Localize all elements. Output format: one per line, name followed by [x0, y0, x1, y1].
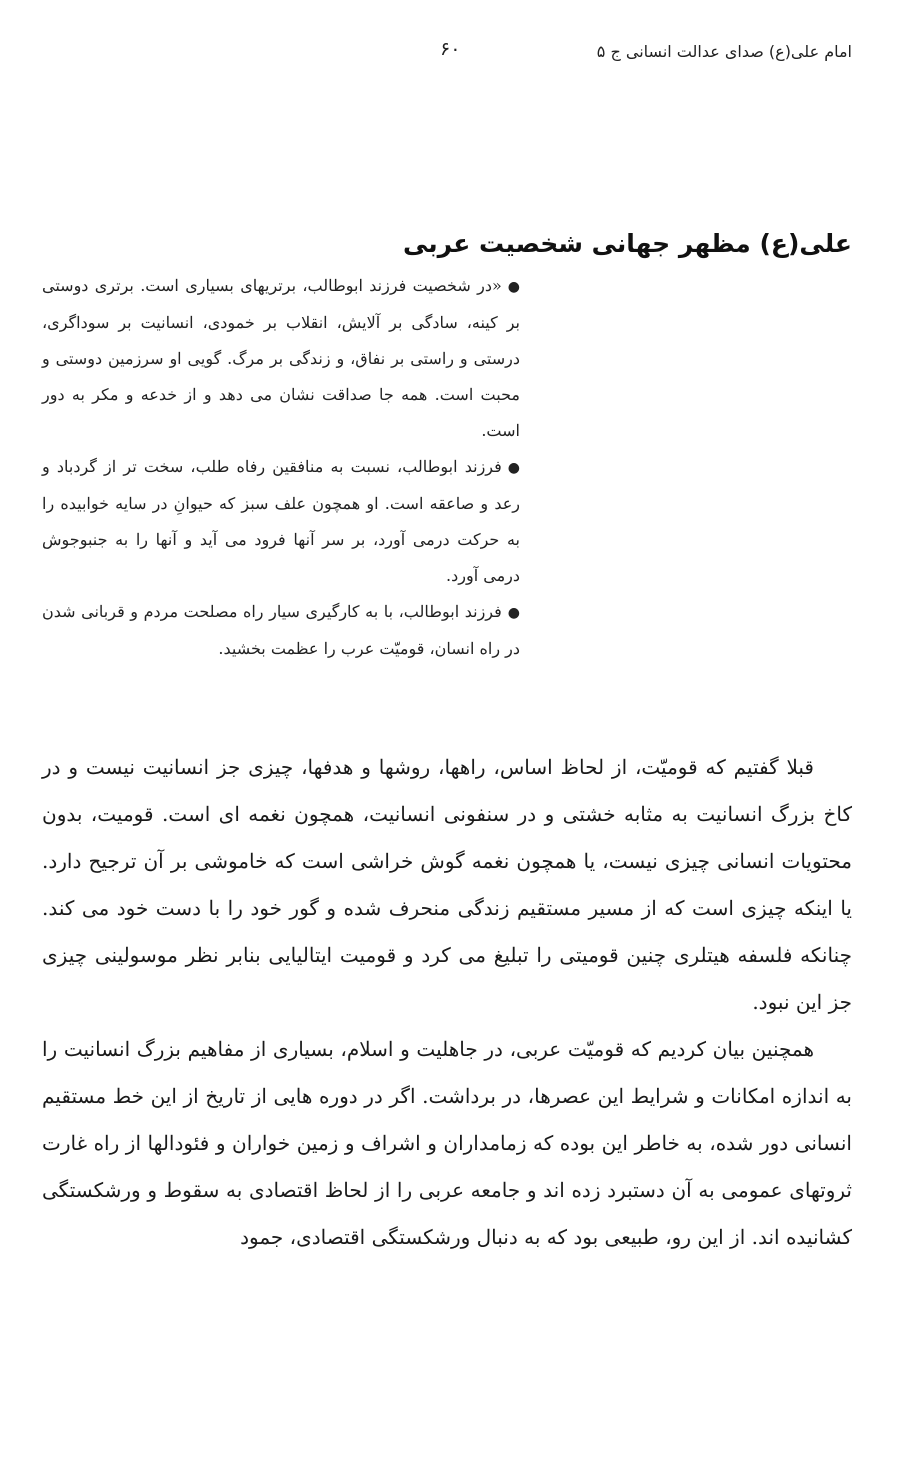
quote-text: «در شخصیت فرزند ابوطالب، برتریهای بسیاری است. برتری دوستی بر کینه، سادگی بر آلایش، انقلاب بر خمودی، انسانیت بر سوداگری، درستی و راستی بر نفاق، و زندگی بر مرگ. گویی او سرزمین دوستی و محبت است. همه جا صداقت نشان می دهد و از خدعه و مکر به دور است.: [42, 276, 520, 440]
book-title: امام علی(ع) صدای عدالت انسانی ج ۵: [596, 42, 852, 61]
section-title: علی(ع) مظهر جهانی شخصیت عربی: [402, 229, 852, 258]
bullet-icon: ●: [507, 605, 520, 621]
bullet-icon: ●: [507, 279, 520, 295]
body-text: [42, 744, 852, 1261]
running-header: [40, 38, 852, 72]
quote-text: فرزند ابوطالب، با به کارگیری سیار راه مصلحت مردم و قربانی شدن در راه انسان، قومیّت عرب را عظمت بخشید.: [42, 602, 520, 658]
quote-item: [42, 449, 520, 594]
quote-item: [42, 268, 520, 449]
quote-text: فرزند ابوطالب، نسبت به منافقین رفاه طلب، سخت تر از گردباد و رعد و صاعقه است. او همچون علف سبز که حیوانِ در سایه خوابیده را به حرکت درمی آورد، بر سر آنها فرود می آید و آنها را به جنبوجوش درمی آورد.: [42, 457, 520, 585]
page-number: ۶۰: [440, 38, 461, 60]
quote-item: [42, 594, 520, 667]
paragraph: همچنین بیان کردیم که قومیّت عربی، در جاهلیت و اسلام، بسیاری از مفاهیم بزرگ انسانیت را به اندازه امکانات و شرایط این عصرها، در برداشت. اگر در دوره هایی از تاریخ از این خط مستقیم انسانی دور شده، به خاطر این بوده که زمامداران و اشراف و زمین خواران و فئودالها از راه غارت ثروتهای عمومی به آن دستبرد زده اند و جامعه عربی را از لحاظ اقتصادی به سقوط و ورشکستگی کشانیده اند. از این رو، طبیعی بود که به دنبال ورشکستگی اقتصادی، جمود: [42, 1037, 853, 1249]
paragraph: قبلا گفتیم که قومیّت، از لحاظ اساس، راهها، روشها و هدفها، چیزی جز انسانیت نیست و در کاخ بزرگ انسانیت به مثابه خشتی و در سنفونی انسانیت، همچون نغمه ای است. قومیت، بدون محتویات انسانی چیزی نیست، یا همچون نغمه گوش خراشی است که خاموشی بر آن ترجیح دارد. یا اینکه چیزی است که از مسیر مستقیم زندگی منحرف شده و گور خود را با دست خود می کند. چنانکه فلسفه هیتلری چنین قومیتی را تبلیغ می کرد و قومیت ایتالیایی بنابر نظر موسولینی چیزی جز این نبود.: [42, 755, 852, 1014]
bullet-icon: ●: [507, 460, 520, 476]
quote-block: [42, 268, 520, 667]
